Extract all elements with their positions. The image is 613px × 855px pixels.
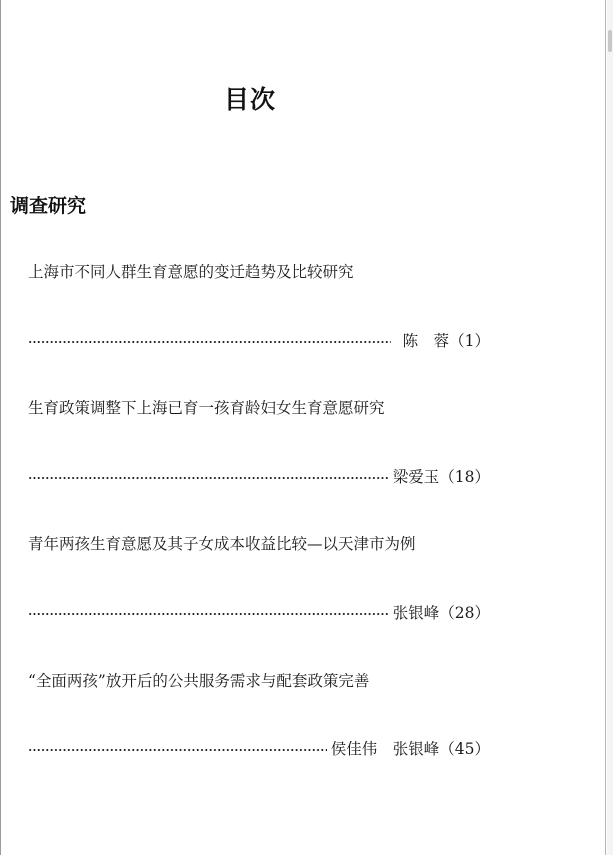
- toc-entry-page: （45）: [439, 740, 490, 758]
- page-left-border: [0, 0, 1, 855]
- toc-entry-title[interactable]: 上海市不同人群生育意愿的变迁趋势及比较研究: [28, 263, 354, 281]
- section-heading: 调查研究: [10, 195, 87, 217]
- page-title: 目次: [223, 85, 276, 114]
- scrollbar-thumb[interactable]: [608, 30, 612, 52]
- dot-leader: [28, 748, 327, 752]
- dot-leader: [28, 612, 389, 616]
- toc-entry-author: 梁爱玉: [392, 468, 440, 486]
- toc-entry-line[interactable]: [28, 465, 490, 487]
- page-right-border: [605, 0, 606, 855]
- toc-entry-author: 侯佳伟 张银峰: [330, 740, 440, 758]
- toc-entry-line[interactable]: [28, 329, 490, 351]
- toc-entry-title[interactable]: 生育政策调整下上海已育一孩育龄妇女生育意愿研究: [28, 399, 385, 417]
- toc-entry-title[interactable]: “全面两孩”放开后的公共服务需求与配套政策完善: [28, 672, 370, 690]
- dot-leader: [28, 340, 391, 344]
- toc-entry-page: （28）: [439, 604, 490, 622]
- toc-entry-line[interactable]: [28, 601, 490, 623]
- toc-entry-page: （18）: [439, 468, 490, 486]
- toc-entry-page: （1）: [449, 332, 490, 350]
- toc-entry-title[interactable]: 青年两孩生育意愿及其子女成本收益比较—以天津市为例: [28, 535, 416, 553]
- toc-entry-author: 陈 蓉: [402, 332, 450, 350]
- toc-entry-author: 张银峰: [392, 604, 440, 622]
- toc-entry-line[interactable]: [28, 737, 490, 759]
- vertical-scrollbar[interactable]: [607, 0, 613, 855]
- dot-leader: [28, 476, 389, 480]
